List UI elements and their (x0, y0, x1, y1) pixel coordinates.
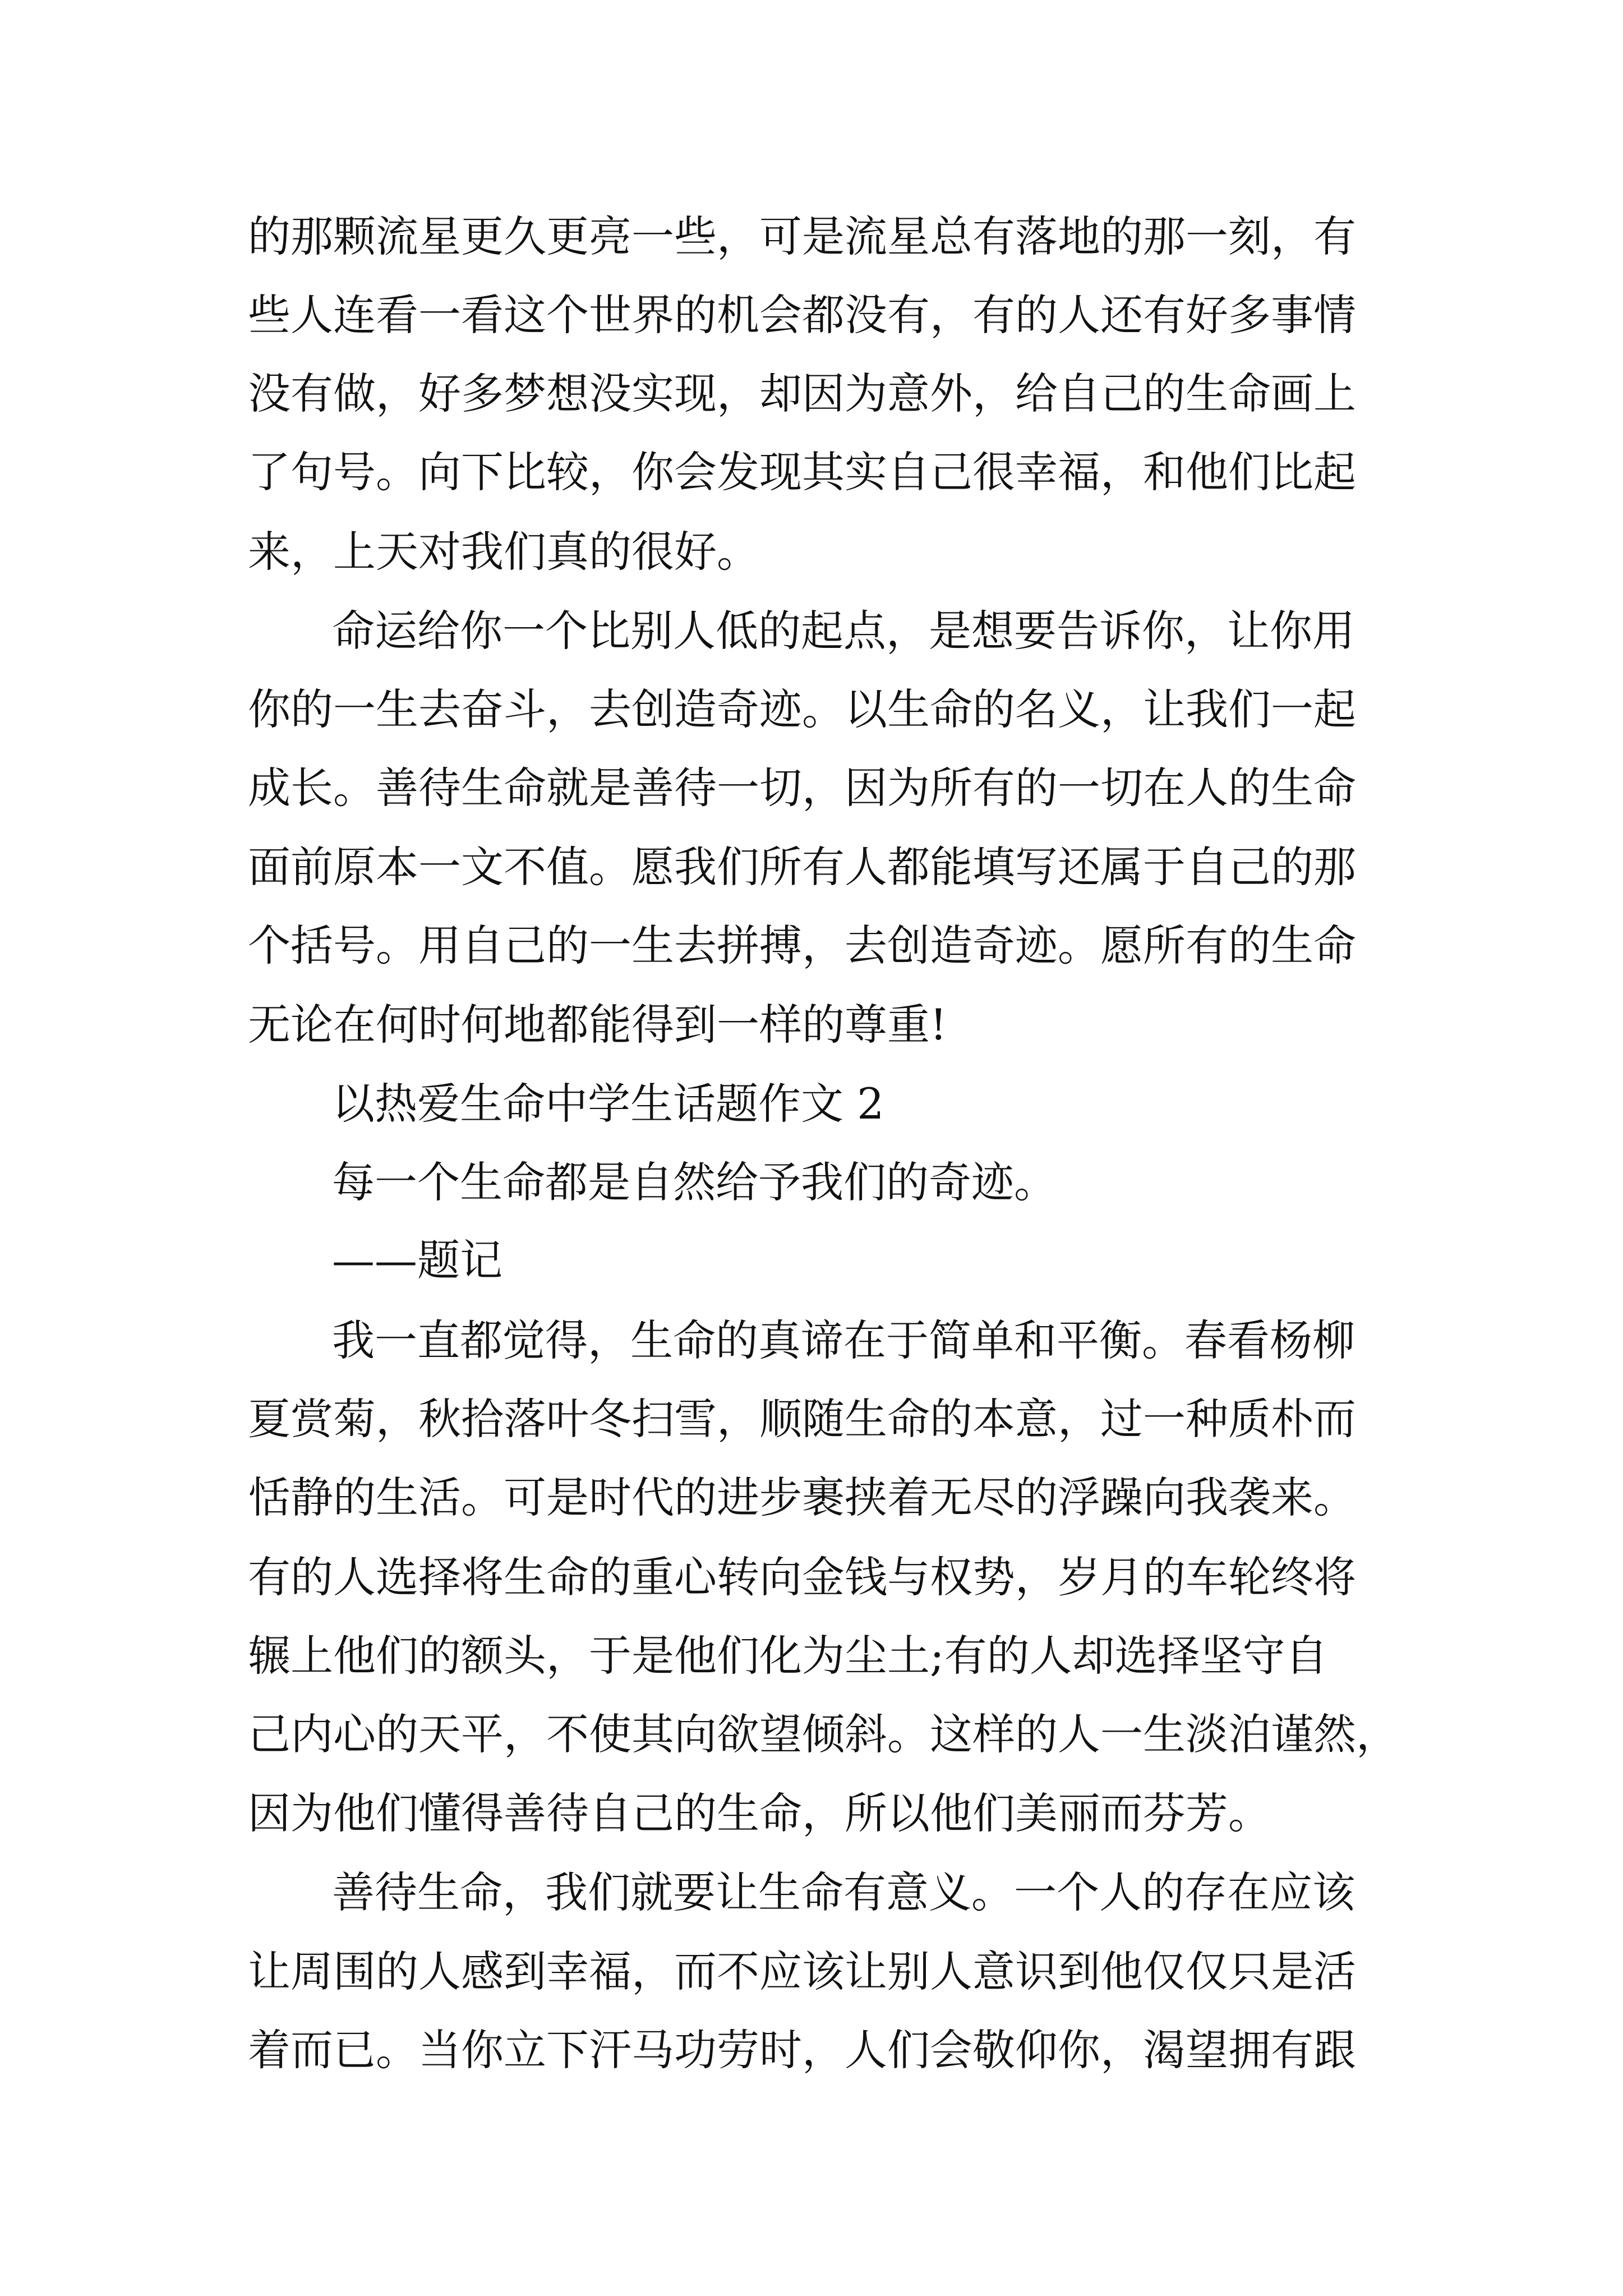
text-line: 你的一生去奋斗，去创造奇迹。以生命的名义，让我们一起 (248, 684, 1356, 734)
text-line: 个括号。用自己的一生去拼搏，去创造奇迹。愿所有的生命 (248, 921, 1356, 970)
text-line: 些人连看一看这个世界的机会都没有，有的人还有好多事情 (248, 290, 1356, 340)
text-line: 面前原本一文不值。愿我们所有人都能填写还属于自己的那 (248, 842, 1356, 892)
text-line: 的那颗流星更久更亮一些，可是流星总有落地的那一刻，有 (248, 211, 1356, 261)
paragraph-first-line: 善待生命，我们就要让生命有意义。一个人的存在应该 (332, 1867, 1355, 1917)
epigraph-attribution: ——题记 (332, 1235, 502, 1285)
paragraph-first-line: 我一直都觉得，生命的真谛在于简单和平衡。春看杨柳 (332, 1315, 1355, 1365)
text-line: 己内心的天平，不使其向欲望倾斜。这样的人一生淡泊谨然， (248, 1709, 1399, 1759)
text-line: 无论在何时何地都能得到一样的尊重! (248, 1000, 947, 1050)
text-line: 没有做，好多梦想没实现，却因为意外，给自己的生命画上 (248, 369, 1356, 418)
text-line: 恬静的生活。可是时代的进步裹挟着无尽的浮躁向我袭来。 (248, 1473, 1356, 1522)
text-line: 来，上天对我们真的很好。 (248, 527, 759, 577)
text-line: 因为他们懂得善待自己的生命，所以他们美丽而芬芳。 (248, 1788, 1271, 1838)
text-line: 有的人选择将生命的重心转向金钱与权势，岁月的车轮终将 (248, 1552, 1356, 1602)
epigraph: 每一个生命都是自然给予我们的奇迹。 (332, 1157, 1057, 1207)
text-line: 让周围的人感到幸福，而不应该让别人意识到他仅仅只是活 (248, 1947, 1356, 1996)
text-line: 着而已。当你立下汗马功劳时，人们会敬仰你，渴望拥有跟 (248, 2025, 1356, 2075)
text-line: 了句号。向下比较，你会发现其实自己很幸福，和他们比起 (248, 447, 1356, 497)
text-line: 夏赏菊，秋拾落叶冬扫雪，顺随生命的本意，过一种质朴而 (248, 1394, 1356, 1444)
paragraph-first-line: 命运给你一个比别人低的起点，是想要告诉你，让你用 (332, 606, 1355, 656)
essay-title: 以热爱生命中学生话题作文 2 (332, 1079, 884, 1129)
text-line: 辗上他们的额头，于是他们化为尘土;有的人却选择坚守自 (248, 1631, 1328, 1681)
text-line: 成长。善待生命就是善待一切，因为所有的一切在人的生命 (248, 763, 1356, 813)
